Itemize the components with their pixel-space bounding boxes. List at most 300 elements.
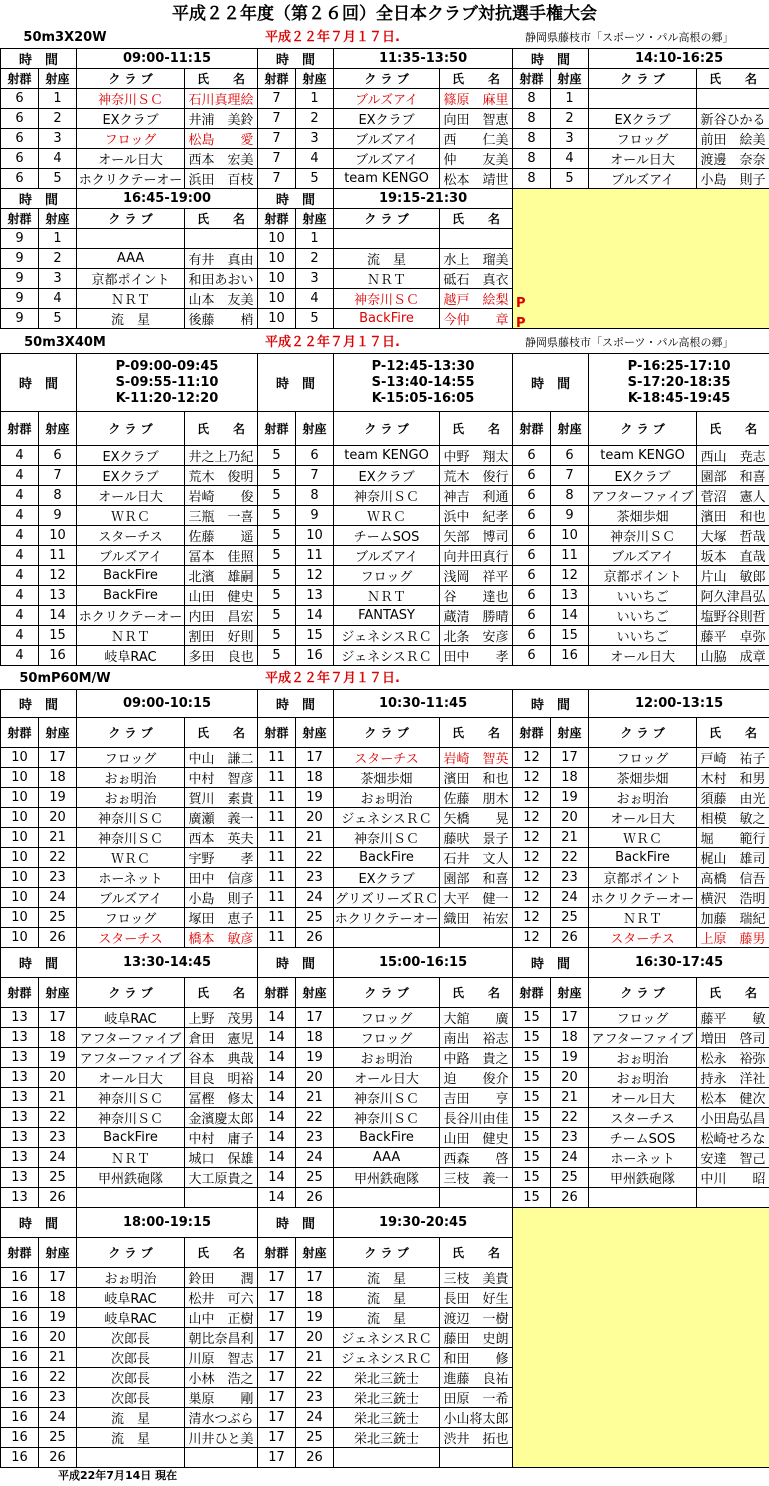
club-name: ＮＲＴ <box>77 1148 185 1168</box>
shooting-seat: 24 <box>39 1408 77 1428</box>
athlete-name: 倉田 憲児 <box>185 1028 258 1048</box>
athlete-name: 廣瀬 義一 <box>185 808 258 828</box>
club-name: 茶畑歩畑 <box>589 768 697 788</box>
shooting-seat: 20 <box>551 1068 589 1088</box>
shooting-seat: 3 <box>39 129 77 149</box>
column-header-seat: 射座 <box>551 69 589 89</box>
athlete-name: 南出 裕志 <box>440 1028 513 1048</box>
shooting-seat: 18 <box>39 768 77 788</box>
column-header-group: 射群 <box>1 718 39 748</box>
shooting-group: 4 <box>1 606 39 626</box>
footer-text: 平成22年7月14日 現在 <box>58 1469 178 1482</box>
athlete-name <box>440 1188 513 1208</box>
shooting-seat: 22 <box>296 848 334 868</box>
column-header-club: ク ラ ブ <box>334 718 440 748</box>
shooting-seat: 25 <box>296 908 334 928</box>
shooting-group: 12 <box>513 788 551 808</box>
shooting-seat: 25 <box>551 1168 589 1188</box>
shooting-seat: 11 <box>551 546 589 566</box>
column-header-seat: 射座 <box>296 1238 334 1268</box>
shooting-seat: 23 <box>296 1388 334 1408</box>
shooting-seat: 7 <box>551 466 589 486</box>
time-range <box>334 690 513 718</box>
shooting-seat: 3 <box>296 269 334 289</box>
shooting-seat: 22 <box>39 848 77 868</box>
shooting-seat: 21 <box>551 1088 589 1108</box>
event-venue: 静岡県藤枝市「スポーツ・パル高根の郷」 <box>525 31 734 44</box>
club-name: フロッグ <box>589 129 697 149</box>
club-name: 甲州鉄砲隊 <box>589 1168 697 1188</box>
table-row <box>1 848 769 868</box>
athlete-name: 濱田 和也 <box>440 768 513 788</box>
shooting-group: 9 <box>1 229 39 249</box>
time-label: 時 間 <box>513 49 589 69</box>
athlete-name: 蔵清 勝晴 <box>440 606 513 626</box>
table-row <box>1 149 769 169</box>
athlete-name: 浅岡 祥平 <box>440 566 513 586</box>
time-range-line: 11:35-13:50 <box>378 51 468 66</box>
shooting-seat: 18 <box>551 768 589 788</box>
athlete-name: 渡邊 奈奈 <box>697 149 769 169</box>
column-header-group: 射群 <box>258 209 296 229</box>
shooting-seat: 6 <box>296 446 334 466</box>
column-header-group: 射群 <box>513 718 551 748</box>
column-header-seat: 射座 <box>39 718 77 748</box>
shooting-seat: 16 <box>551 646 589 666</box>
shooting-seat: 17 <box>551 1008 589 1028</box>
shooting-group: 12 <box>513 848 551 868</box>
shooting-seat: 3 <box>39 269 77 289</box>
club-name: EXクラブ <box>334 868 440 888</box>
athlete-name: 目良 明裕 <box>185 1068 258 1088</box>
club-name: 次郎長 <box>77 1388 185 1408</box>
shooting-seat: 5 <box>296 309 334 329</box>
time-range <box>589 690 769 718</box>
club-name: おぉ明治 <box>77 788 185 808</box>
table-row <box>1 1188 769 1208</box>
time-range <box>77 189 258 209</box>
athlete-name: 岩崎 智英 <box>440 748 513 768</box>
club-name: 流 星 <box>334 249 440 269</box>
column-header-group: 射群 <box>513 978 551 1008</box>
column-header-group: 射群 <box>1 978 39 1008</box>
shooting-group: 13 <box>1 1088 39 1108</box>
time-range <box>77 690 258 718</box>
shooting-seat: 14 <box>551 606 589 626</box>
time-label: 時 間 <box>1 354 77 412</box>
club-name: team KENGO <box>334 169 440 189</box>
athlete-name: 増田 啓司 <box>697 1028 769 1048</box>
shooting-group: 9 <box>1 309 39 329</box>
time-range-line: 16:45-19:00 <box>122 191 212 206</box>
club-name: BackFire <box>334 309 440 329</box>
time-label: 時 間 <box>513 690 589 718</box>
club-name: オール日大 <box>589 149 697 169</box>
shooting-seat: 17 <box>296 1008 334 1028</box>
shooting-seat: 9 <box>39 506 77 526</box>
athlete-name: 山田 健史 <box>440 1128 513 1148</box>
shooting-group: 6 <box>513 486 551 506</box>
shooting-group: 14 <box>258 1028 296 1048</box>
athlete-name: 濱田 和也 <box>697 506 769 526</box>
column-header-name: 氏 名 <box>697 412 769 446</box>
shooting-seat: 17 <box>39 748 77 768</box>
column-header-name: 氏 名 <box>440 69 513 89</box>
table-row <box>1 486 769 506</box>
shooting-seat: 13 <box>296 586 334 606</box>
club-name: AAA <box>77 249 185 269</box>
shooting-group: 11 <box>258 828 296 848</box>
club-name: オール日大 <box>589 808 697 828</box>
athlete-name: 藤平 卓弥 <box>697 626 769 646</box>
shooting-group: 13 <box>1 1008 39 1028</box>
time-range <box>334 189 513 209</box>
athlete-name: 中川 昭 <box>697 1168 769 1188</box>
shooting-group: 14 <box>258 1088 296 1108</box>
shooting-seat: 25 <box>551 908 589 928</box>
shooting-seat: 5 <box>39 169 77 189</box>
time-label: 時 間 <box>1 948 77 978</box>
athlete-name: 浜田 百枝 <box>185 169 258 189</box>
athlete-name: 浜中 紀孝 <box>440 506 513 526</box>
column-header-club: ク ラ ブ <box>334 412 440 446</box>
table-row <box>1 928 769 948</box>
club-name: ＷＲＣ <box>77 848 185 868</box>
shooting-group: 12 <box>513 908 551 928</box>
club-name: 茶畑歩畑 <box>334 768 440 788</box>
shooting-group: 14 <box>258 1188 296 1208</box>
shooting-seat: 14 <box>296 606 334 626</box>
column-header-group: 射群 <box>1 209 39 229</box>
club-name: フロッグ <box>334 1008 440 1028</box>
shooting-seat: 21 <box>551 828 589 848</box>
athlete-name: 仲 友美 <box>440 149 513 169</box>
athlete-name: 西山 尭志 <box>697 446 769 466</box>
column-header-seat: 射座 <box>39 1238 77 1268</box>
athlete-name: 北濱 雄嗣 <box>185 566 258 586</box>
shooting-group: 5 <box>258 526 296 546</box>
club-name <box>77 1188 185 1208</box>
club-name: ブルズアイ <box>334 129 440 149</box>
club-name: 流 星 <box>334 1268 440 1288</box>
club-name: おぉ明治 <box>77 1268 185 1288</box>
athlete-name: 西 仁美 <box>440 129 513 149</box>
club-name: ホクリクテーオー <box>77 169 185 189</box>
shooting-group: 15 <box>513 1028 551 1048</box>
shooting-group: 11 <box>258 788 296 808</box>
time-header-row <box>1 354 769 412</box>
shooting-seat: 24 <box>39 1148 77 1168</box>
shooting-seat: 10 <box>39 526 77 546</box>
shooting-seat: 22 <box>296 1108 334 1128</box>
athlete-name: 梶山 雄司 <box>697 848 769 868</box>
table-row <box>1 169 769 189</box>
column-header-seat: 射座 <box>39 978 77 1008</box>
shooting-group: 8 <box>513 89 551 109</box>
club-name: 栄北三銃士 <box>334 1388 440 1408</box>
column-header-seat: 射座 <box>551 718 589 748</box>
column-header-seat: 射座 <box>39 209 77 229</box>
club-name: 岐阜RAC <box>77 1308 185 1328</box>
time-range <box>589 354 769 412</box>
athlete-name: 進藤 良祐 <box>440 1368 513 1388</box>
column-header-name: 氏 名 <box>440 978 513 1008</box>
club-name: EXクラブ <box>77 446 185 466</box>
column-header-club: ク ラ ブ <box>334 978 440 1008</box>
athlete-name: 上原 藤男 <box>697 928 769 948</box>
club-name: おぉ明治 <box>589 1068 697 1088</box>
athlete-name: 田原 一希 <box>440 1388 513 1408</box>
club-name: スターチス <box>77 928 185 948</box>
column-header-group: 射群 <box>513 69 551 89</box>
club-name: 京都ポイント <box>77 269 185 289</box>
column-header-name: 氏 名 <box>440 1238 513 1268</box>
table-row <box>1 808 769 828</box>
shooting-seat: 18 <box>296 1028 334 1048</box>
shooting-seat: 8 <box>39 486 77 506</box>
shooting-seat: 12 <box>296 566 334 586</box>
shooting-group: 6 <box>513 526 551 546</box>
shooting-group: 10 <box>1 828 39 848</box>
athlete-name: 中村 智彦 <box>185 768 258 788</box>
athlete-name: 巣原 剛 <box>185 1388 258 1408</box>
time-range-line: 19:30-20:45 <box>378 1215 468 1230</box>
athlete-name: 中村 庸子 <box>185 1128 258 1148</box>
shooting-group: 6 <box>513 466 551 486</box>
athlete-name: 藤吠 景子 <box>440 828 513 848</box>
athlete-name: 大平 健一 <box>440 888 513 908</box>
column-header-row <box>1 412 769 446</box>
time-range <box>589 948 769 978</box>
column-header-seat: 射座 <box>296 209 334 229</box>
shooting-group: 6 <box>513 646 551 666</box>
shooting-seat: 12 <box>39 566 77 586</box>
club-name: いいちご <box>589 626 697 646</box>
shooting-group: 16 <box>1 1368 39 1388</box>
shooting-group: 10 <box>1 748 39 768</box>
table-row <box>1 586 769 606</box>
club-name: フロッグ <box>77 908 185 928</box>
time-range-line: 18:00-19:15 <box>122 1215 212 1230</box>
club-name: 神奈川ＳＣ <box>77 1088 185 1108</box>
club-name: アフターファイブ <box>77 1048 185 1068</box>
shooting-group: 16 <box>1 1388 39 1408</box>
table-row <box>1 908 769 928</box>
shooting-seat: 2 <box>296 109 334 129</box>
schedule-table <box>0 188 769 329</box>
athlete-name: 三瓶 一喜 <box>185 506 258 526</box>
athlete-name: 朝比奈昌利 <box>185 1328 258 1348</box>
shooting-group: 6 <box>513 546 551 566</box>
schedule-table <box>0 353 769 666</box>
shooting-seat: 16 <box>39 646 77 666</box>
athlete-name: 上野 茂男 <box>185 1008 258 1028</box>
shooting-seat: 18 <box>39 1288 77 1308</box>
club-name: 岐阜RAC <box>77 1288 185 1308</box>
time-range <box>334 354 513 412</box>
shooting-seat: 1 <box>39 89 77 109</box>
athlete-name: 和田 修 <box>440 1348 513 1368</box>
club-name: ジェネシスＲＣ <box>334 1328 440 1348</box>
athlete-name: 田中 信彦 <box>185 868 258 888</box>
club-name: ＮＲＴ <box>77 626 185 646</box>
shooting-group: 14 <box>258 1168 296 1188</box>
time-range <box>77 354 258 412</box>
shooting-group: 12 <box>513 808 551 828</box>
shooting-group: 6 <box>513 506 551 526</box>
shooting-group: 8 <box>513 129 551 149</box>
shooting-seat: 24 <box>296 1408 334 1428</box>
athlete-name: 佐藤 遥 <box>185 526 258 546</box>
column-header-group: 射群 <box>258 69 296 89</box>
shooting-group: 11 <box>258 848 296 868</box>
time-header-row <box>1 1208 769 1238</box>
shooting-seat: 24 <box>296 888 334 908</box>
athlete-name: 北条 安彦 <box>440 626 513 646</box>
athlete-name: 松井 可六 <box>185 1288 258 1308</box>
section-header <box>0 28 769 48</box>
shooting-group: 15 <box>513 1188 551 1208</box>
column-header-club: ク ラ ブ <box>77 209 185 229</box>
club-name: EXクラブ <box>334 109 440 129</box>
column-header-group: 射群 <box>258 1238 296 1268</box>
shooting-group: 12 <box>513 828 551 848</box>
shooting-seat: 20 <box>296 1068 334 1088</box>
shooting-seat: 10 <box>551 526 589 546</box>
shooting-group: 17 <box>258 1268 296 1288</box>
shooting-group: 10 <box>258 309 296 329</box>
table-row <box>1 1088 769 1108</box>
shooting-group: 17 <box>258 1448 296 1468</box>
event-venue: 静岡県藤枝市「スポーツ・パル高根の郷」 <box>525 336 734 349</box>
shooting-group: 13 <box>1 1048 39 1068</box>
club-name: グリズリーズＲＣ <box>334 888 440 908</box>
athlete-name: 大工原貴之 <box>185 1168 258 1188</box>
column-header-group: 射群 <box>258 978 296 1008</box>
athlete-name: 迫 俊介 <box>440 1068 513 1088</box>
club-name: ブルズアイ <box>334 149 440 169</box>
club-name: 流 星 <box>77 1408 185 1428</box>
club-name: ホクリクテーオー <box>589 888 697 908</box>
athlete-name: 戸崎 祐子 <box>697 748 769 768</box>
shooting-group: 4 <box>1 586 39 606</box>
club-name: 流 星 <box>334 1308 440 1328</box>
shooting-group: 13 <box>1 1188 39 1208</box>
shooting-seat: 25 <box>39 1168 77 1188</box>
club-name: 流 星 <box>77 1428 185 1448</box>
shooting-group: 16 <box>1 1428 39 1448</box>
athlete-name: 西森 啓 <box>440 1148 513 1168</box>
shooting-seat: 3 <box>551 129 589 149</box>
shooting-group: 17 <box>258 1408 296 1428</box>
time-range-line: K-15:05-16:05 <box>371 390 475 406</box>
athlete-name: 割田 好則 <box>185 626 258 646</box>
shooting-group: 11 <box>258 908 296 928</box>
table-row <box>1 1108 769 1128</box>
shooting-group: 8 <box>513 149 551 169</box>
athlete-name: 塚田 恵子 <box>185 908 258 928</box>
athlete-name: 岩崎 俊 <box>185 486 258 506</box>
table-row <box>1 1028 769 1048</box>
club-name: ブルズアイ <box>77 888 185 908</box>
shooting-seat: 26 <box>296 928 334 948</box>
athlete-name <box>697 89 769 109</box>
column-header-club: ク ラ ブ <box>77 412 185 446</box>
shooting-group: 7 <box>258 169 296 189</box>
club-name: フロッグ <box>334 1028 440 1048</box>
club-name: フロッグ <box>77 748 185 768</box>
club-name: ＷＲＣ <box>77 506 185 526</box>
table-row <box>1 1008 769 1028</box>
athlete-name: 高橋 信吾 <box>697 868 769 888</box>
club-name: ブルズアイ <box>589 546 697 566</box>
event-name: 50mP60M/W <box>19 671 111 686</box>
time-range <box>334 948 513 978</box>
time-header-row <box>1 690 769 718</box>
table-row <box>1 109 769 129</box>
athlete-name: 神吉 利通 <box>440 486 513 506</box>
athlete-name: 長谷川由佳 <box>440 1108 513 1128</box>
club-name: 神奈川ＳＣ <box>334 289 440 309</box>
shooting-seat: 20 <box>39 1068 77 1088</box>
athlete-name: 小山将太郎 <box>440 1408 513 1428</box>
column-header-group: 射群 <box>513 412 551 446</box>
shooting-group: 14 <box>258 1008 296 1028</box>
athlete-name: 清水つぶら <box>185 1408 258 1428</box>
shooting-seat: 1 <box>296 229 334 249</box>
athlete-name: 田中 孝 <box>440 646 513 666</box>
shooting-seat: 9 <box>551 506 589 526</box>
athlete-name: 砥石 真衣 <box>440 269 513 289</box>
time-range <box>77 948 258 978</box>
club-name: スターチス <box>589 928 697 948</box>
club-name: ＮＲＴ <box>334 269 440 289</box>
shooting-group: 17 <box>258 1368 296 1388</box>
athlete-name: 相模 敏之 <box>697 808 769 828</box>
club-name: オール日大 <box>77 486 185 506</box>
shooting-seat: 4 <box>296 149 334 169</box>
club-name: EXクラブ <box>77 109 185 129</box>
club-name: 次郎長 <box>77 1328 185 1348</box>
athlete-name: 金濱慶太郎 <box>185 1108 258 1128</box>
club-name: EXクラブ <box>334 466 440 486</box>
time-label: 時 間 <box>258 1208 334 1238</box>
time-range-line: 16:30-17:45 <box>634 955 724 970</box>
shooting-seat: 23 <box>551 868 589 888</box>
club-name: 神奈川ＳＣ <box>77 828 185 848</box>
athlete-name: 菅沼 憲人 <box>697 486 769 506</box>
club-name: 次郎長 <box>77 1348 185 1368</box>
athlete-name: 川井ひと美 <box>185 1428 258 1448</box>
shooting-group: 10 <box>1 768 39 788</box>
column-header-club: ク ラ ブ <box>77 978 185 1008</box>
club-name: フロッグ <box>334 566 440 586</box>
shooting-group: 10 <box>1 848 39 868</box>
shooting-group: 13 <box>1 1108 39 1128</box>
shooting-group: 15 <box>513 1128 551 1148</box>
club-name: アフターファイブ <box>589 1028 697 1048</box>
shooting-group: 5 <box>258 606 296 626</box>
shooting-group: 7 <box>258 89 296 109</box>
time-header-row <box>1 948 769 978</box>
column-header-name: 氏 名 <box>185 978 258 1008</box>
table-row <box>1 466 769 486</box>
shooting-seat: 8 <box>551 486 589 506</box>
shooting-group: 10 <box>1 908 39 928</box>
athlete-name: 新谷ひかる <box>697 109 769 129</box>
column-header-name: 氏 名 <box>697 69 769 89</box>
athlete-name: 横沢 浩明 <box>697 888 769 908</box>
